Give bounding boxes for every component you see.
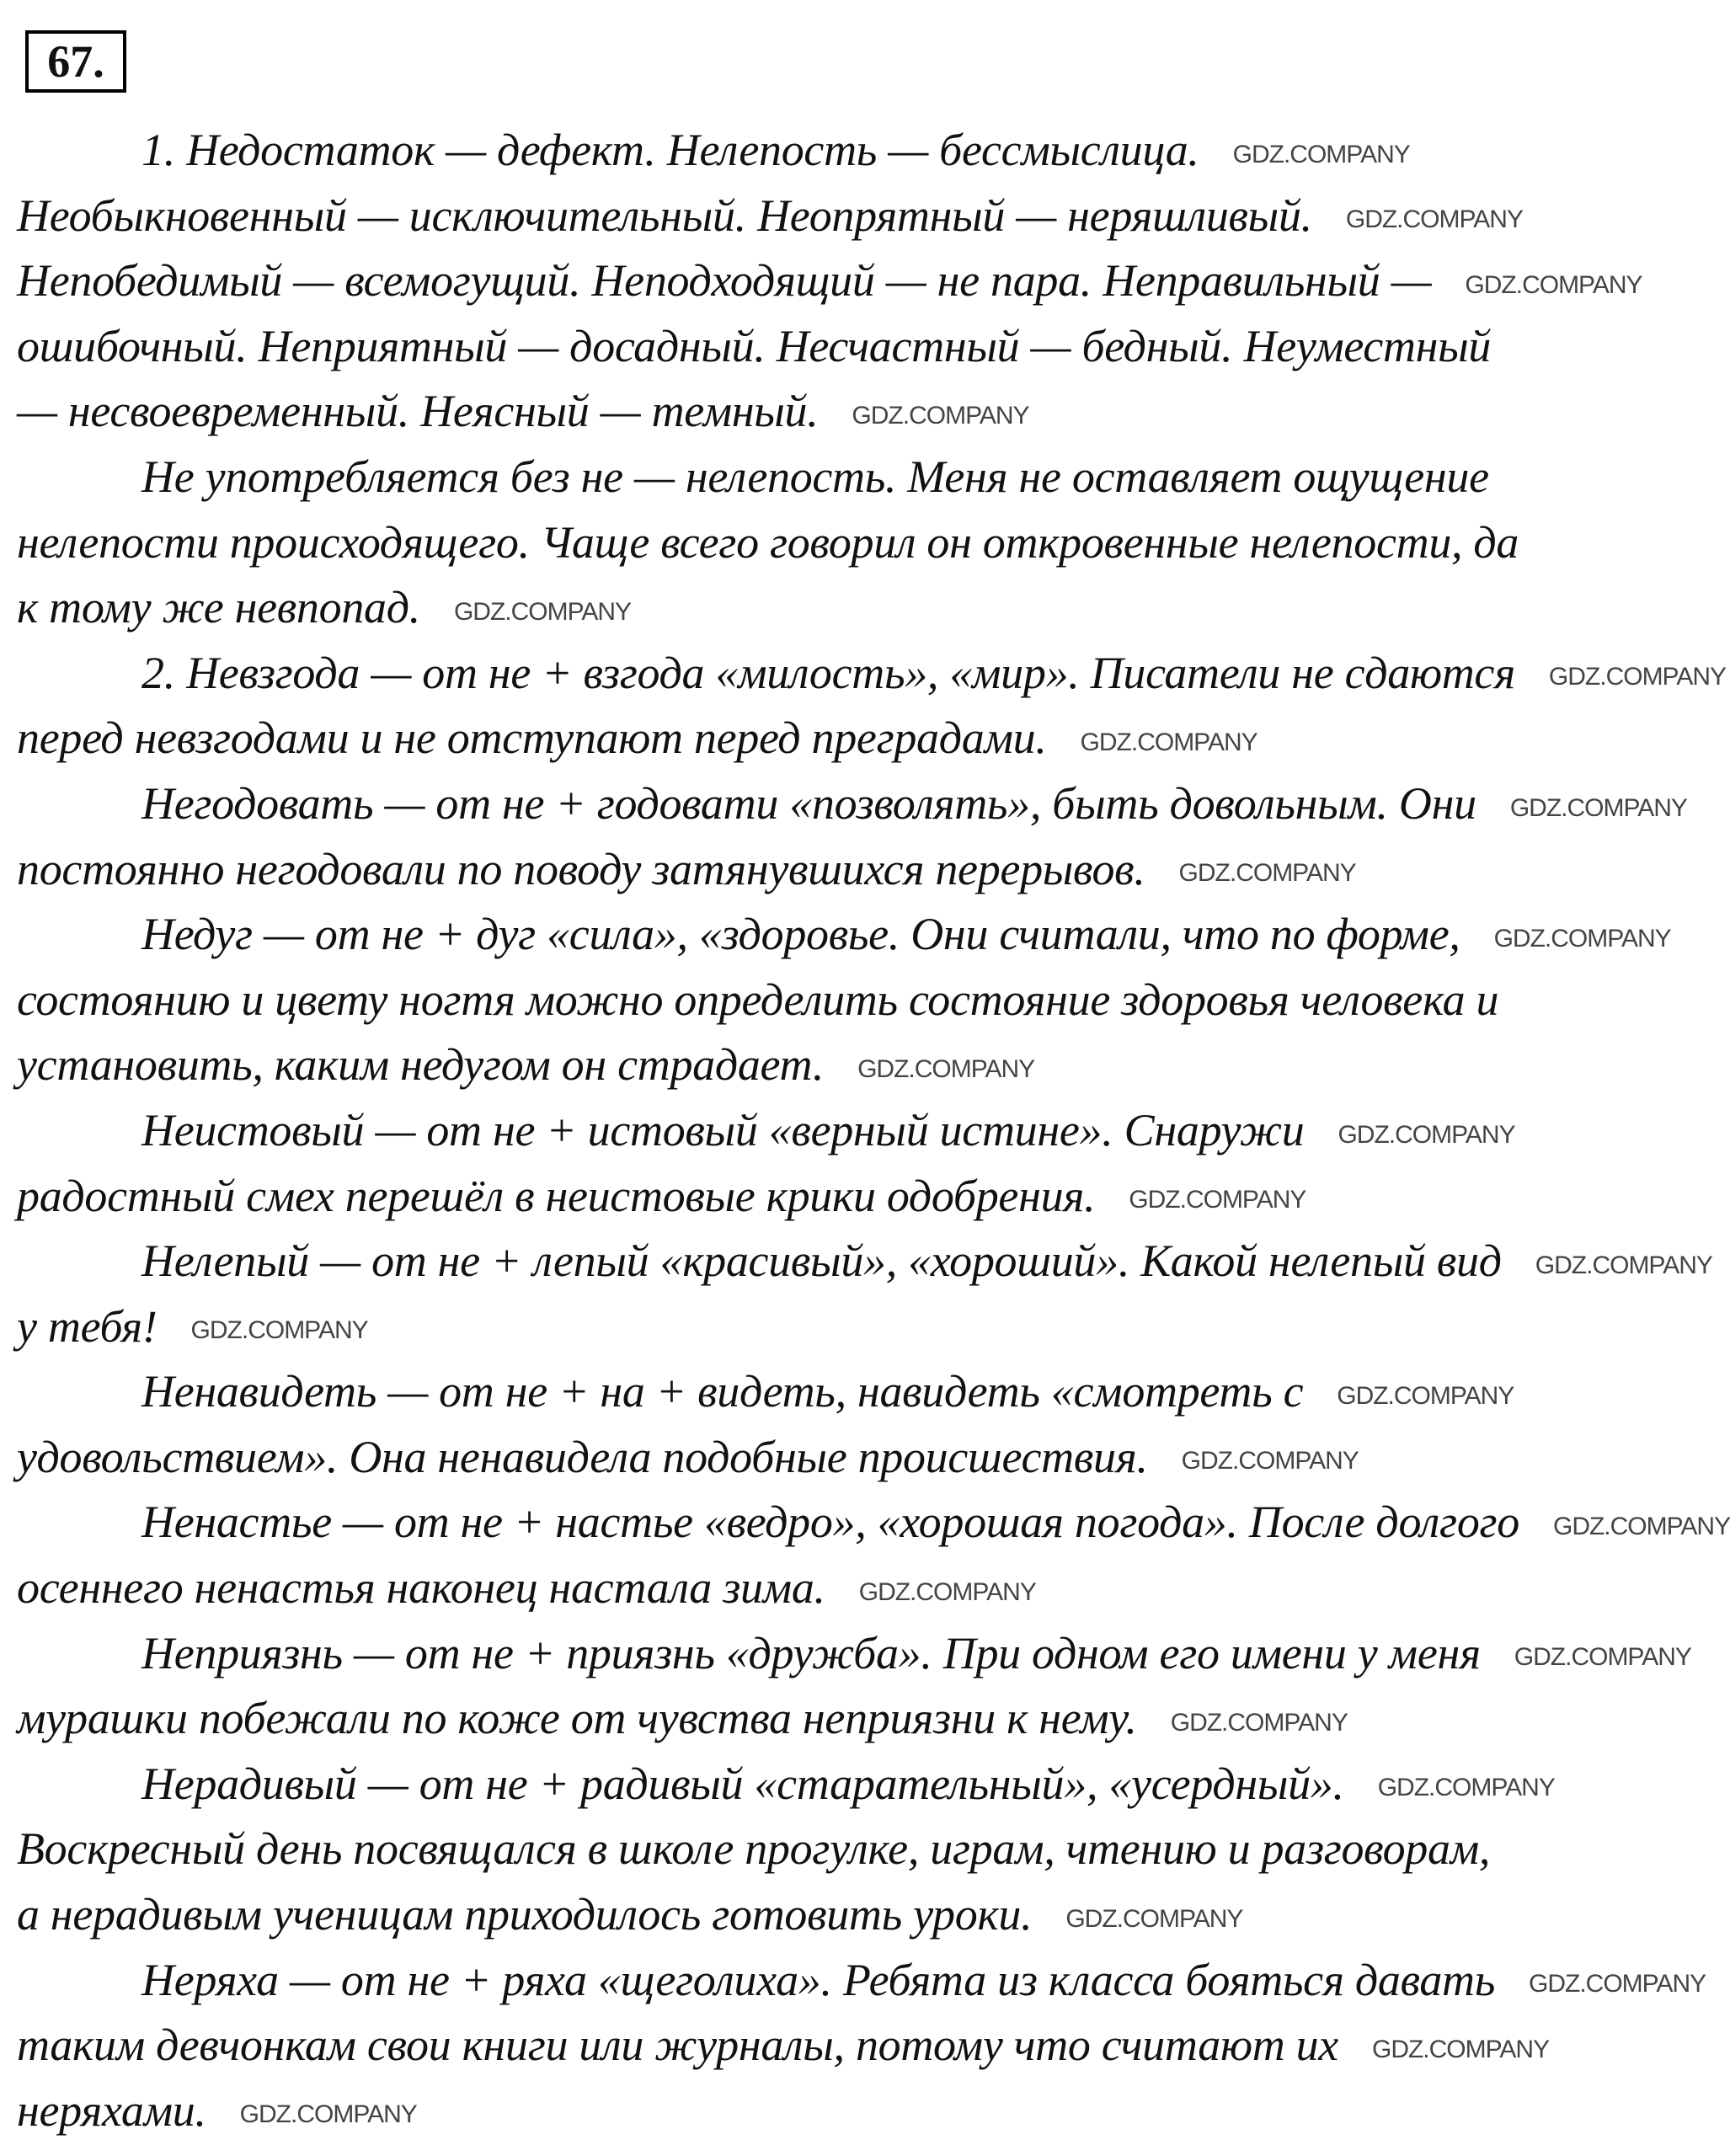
text-line-row [17, 1294, 1668, 1360]
text-line-row [17, 379, 1668, 445]
text-line: 2. Невзгода — от не + взгода «милость», «мир». Писатели не сдаются [141, 647, 1515, 698]
text-line: Не употребляется без не — нелепость. Меня не оставляет ощущение [141, 451, 1489, 502]
text-line: Неистовый — от не + истовый «верный истине». Снаружи [141, 1104, 1305, 1155]
text-line-row [17, 1752, 1668, 1817]
text-line-row [17, 1621, 1691, 1687]
paragraph [17, 445, 1668, 641]
text-line-row [17, 968, 1668, 1033]
watermark: GDZ.COMPANY [1345, 205, 1523, 234]
watermark: GDZ.COMPANY [1377, 1774, 1555, 1802]
watermark: GDZ.COMPANY [1178, 859, 1356, 888]
text-line: Ненавидеть — от не + на + видеть, навидеть «смотреть с [141, 1366, 1304, 1417]
paragraph [17, 1948, 1706, 2144]
watermark: GDZ.COMPANY [1338, 1120, 1515, 1149]
text-line: Необыкновенный — исключительный. Неопрятный — неряшливый. [17, 189, 1312, 241]
watermark: GDZ.COMPANY [1129, 1186, 1306, 1214]
watermark: GDZ.COMPANY [1337, 1381, 1514, 1410]
text-line-row [17, 1033, 1668, 1098]
text-line: постоянно негодовали по поводу затянувшихся перерывов. [17, 843, 1145, 894]
watermark: GDZ.COMPANY [1232, 140, 1410, 168]
text-line-row [17, 771, 1687, 837]
text-line: к тому же невпопад. [17, 582, 420, 633]
paragraph [17, 902, 1671, 1098]
watermark: GDZ.COMPANY [1170, 1708, 1348, 1737]
text-line-row [17, 1229, 1712, 1294]
text-line: Ненастье — от не + настье «ведро», «хорошая погода». После долгого [141, 1497, 1519, 1548]
watermark: GDZ.COMPANY [1529, 1970, 1706, 1999]
text-line-row [17, 1948, 1706, 2014]
text-line-row [17, 575, 1668, 641]
text-line-row [17, 118, 1668, 184]
text-line-row [17, 1098, 1668, 1164]
text-line-row [17, 2013, 1668, 2079]
text-line: а нерадивым ученицам приходилось готовить уроки. [17, 1889, 1033, 1940]
watermark: GDZ.COMPANY [1514, 1643, 1691, 1672]
watermark: GDZ.COMPANY [190, 1316, 368, 1345]
watermark: GDZ.COMPANY [852, 401, 1029, 430]
text-line: мурашки побежали по коже от чувства неприязни к нему. [17, 1693, 1137, 1744]
text-line: Непобедимый — всемогущий. Неподходящий — не пара. Неправильный — [17, 255, 1432, 307]
text-line-row [17, 510, 1668, 576]
text-line: радостный смех перешёл в неистовые крики одобрения. [17, 1170, 1096, 1221]
paragraph [17, 1229, 1712, 1359]
text-line: Неприязнь — от не + приязнь «дружба». При одном его имени у меня [141, 1627, 1481, 1678]
watermark: GDZ.COMPANY [1535, 1251, 1712, 1279]
paragraph [17, 1359, 1668, 1490]
paragraph [17, 118, 1668, 445]
answer-text [17, 118, 1730, 2143]
text-line-row [17, 837, 1668, 903]
watermark: GDZ.COMPANY [239, 2100, 417, 2129]
watermark: GDZ.COMPANY [453, 597, 632, 626]
text-line: Недуг — от не + дуг «сила», «здоровье. Они считали, что по форме, [141, 909, 1460, 960]
watermark: GDZ.COMPANY [1548, 663, 1727, 691]
text-line: нелепости происходящего. Чаще всего говорил он откровенные нелепости, да [17, 516, 1519, 568]
watermark: GDZ.COMPANY [1065, 1904, 1243, 1933]
paragraph [17, 771, 1687, 902]
text-line: Неряха — от не + ряха «щеголиха». Ребята из класса бояться давать [141, 1954, 1496, 2005]
text-line-row [17, 1817, 1668, 1882]
text-line: — несвоевременный. Неясный — темный. [17, 386, 819, 437]
watermark: GDZ.COMPANY [857, 1054, 1035, 1083]
text-line-row [17, 1490, 1730, 1556]
paragraph [17, 641, 1727, 771]
text-line-row [17, 1556, 1668, 1621]
text-line: Воскресный день посвящался в школе прогулке, играм, чтению и разговорам, [17, 1823, 1491, 1875]
watermark: GDZ.COMPANY [858, 1577, 1036, 1606]
text-line-row [17, 1686, 1668, 1752]
text-line: состоянию и цвету ногтя можно определить состояние здоровья человека и [17, 974, 1499, 1025]
text-line: Нерадивый — от не + радивый «старательный», «усердный». [141, 1758, 1344, 1809]
watermark: GDZ.COMPANY [1509, 793, 1687, 822]
text-line-row [17, 1882, 1668, 1948]
paragraph [17, 1752, 1668, 1948]
watermark: GDZ.COMPANY [1552, 1513, 1730, 1541]
text-line: таким девчонкам свои книги или журналы, потому что считают их [17, 2020, 1338, 2071]
text-line-row [17, 902, 1671, 968]
watermark: GDZ.COMPANY [1465, 270, 1642, 299]
text-line: 1. Недостаток — дефект. Нелепость — бессмыслица. [141, 125, 1199, 175]
paragraph [17, 1490, 1730, 1620]
text-line-row [17, 445, 1668, 510]
text-line-row [17, 641, 1727, 707]
watermark: GDZ.COMPANY [1371, 2035, 1550, 2063]
text-line-row [17, 1425, 1668, 1491]
text-line: ошибочный. Неприятный — досадный. Несчастный — бедный. Неуместный [17, 320, 1492, 371]
watermark: GDZ.COMPANY [1493, 924, 1671, 953]
paragraph [17, 1098, 1668, 1229]
text-line: осеннего ненастья наконец настала зима. [17, 1562, 825, 1614]
exercise-number: 67. [25, 30, 126, 93]
text-line: установить, каким недугом он страдает. [17, 1039, 825, 1091]
text-line: Нелепый — от не + лепый «красивый», «хороший». Какой нелепый вид [141, 1235, 1502, 1287]
text-line: удовольствием». Она ненавидела подобные происшествия. [17, 1431, 1148, 1482]
text-line-row [17, 314, 1668, 380]
watermark: GDZ.COMPANY [1181, 1447, 1359, 1476]
text-line-row [17, 184, 1668, 249]
text-line: неряхами. [17, 2084, 206, 2136]
paragraph [17, 1621, 1691, 1752]
text-line-row [17, 2079, 1668, 2144]
text-line: у тебя! [17, 1300, 158, 1352]
text-line: Негодовать — от не + годовати «позволять», быть довольным. Они [141, 777, 1476, 829]
text-line-row [17, 1359, 1668, 1425]
text-line-row [17, 248, 1668, 314]
watermark: GDZ.COMPANY [1080, 728, 1257, 756]
text-line-row [17, 1164, 1668, 1230]
text-line: перед невзгодами и не отступают перед преградами. [17, 712, 1047, 764]
text-line-row [17, 706, 1668, 771]
